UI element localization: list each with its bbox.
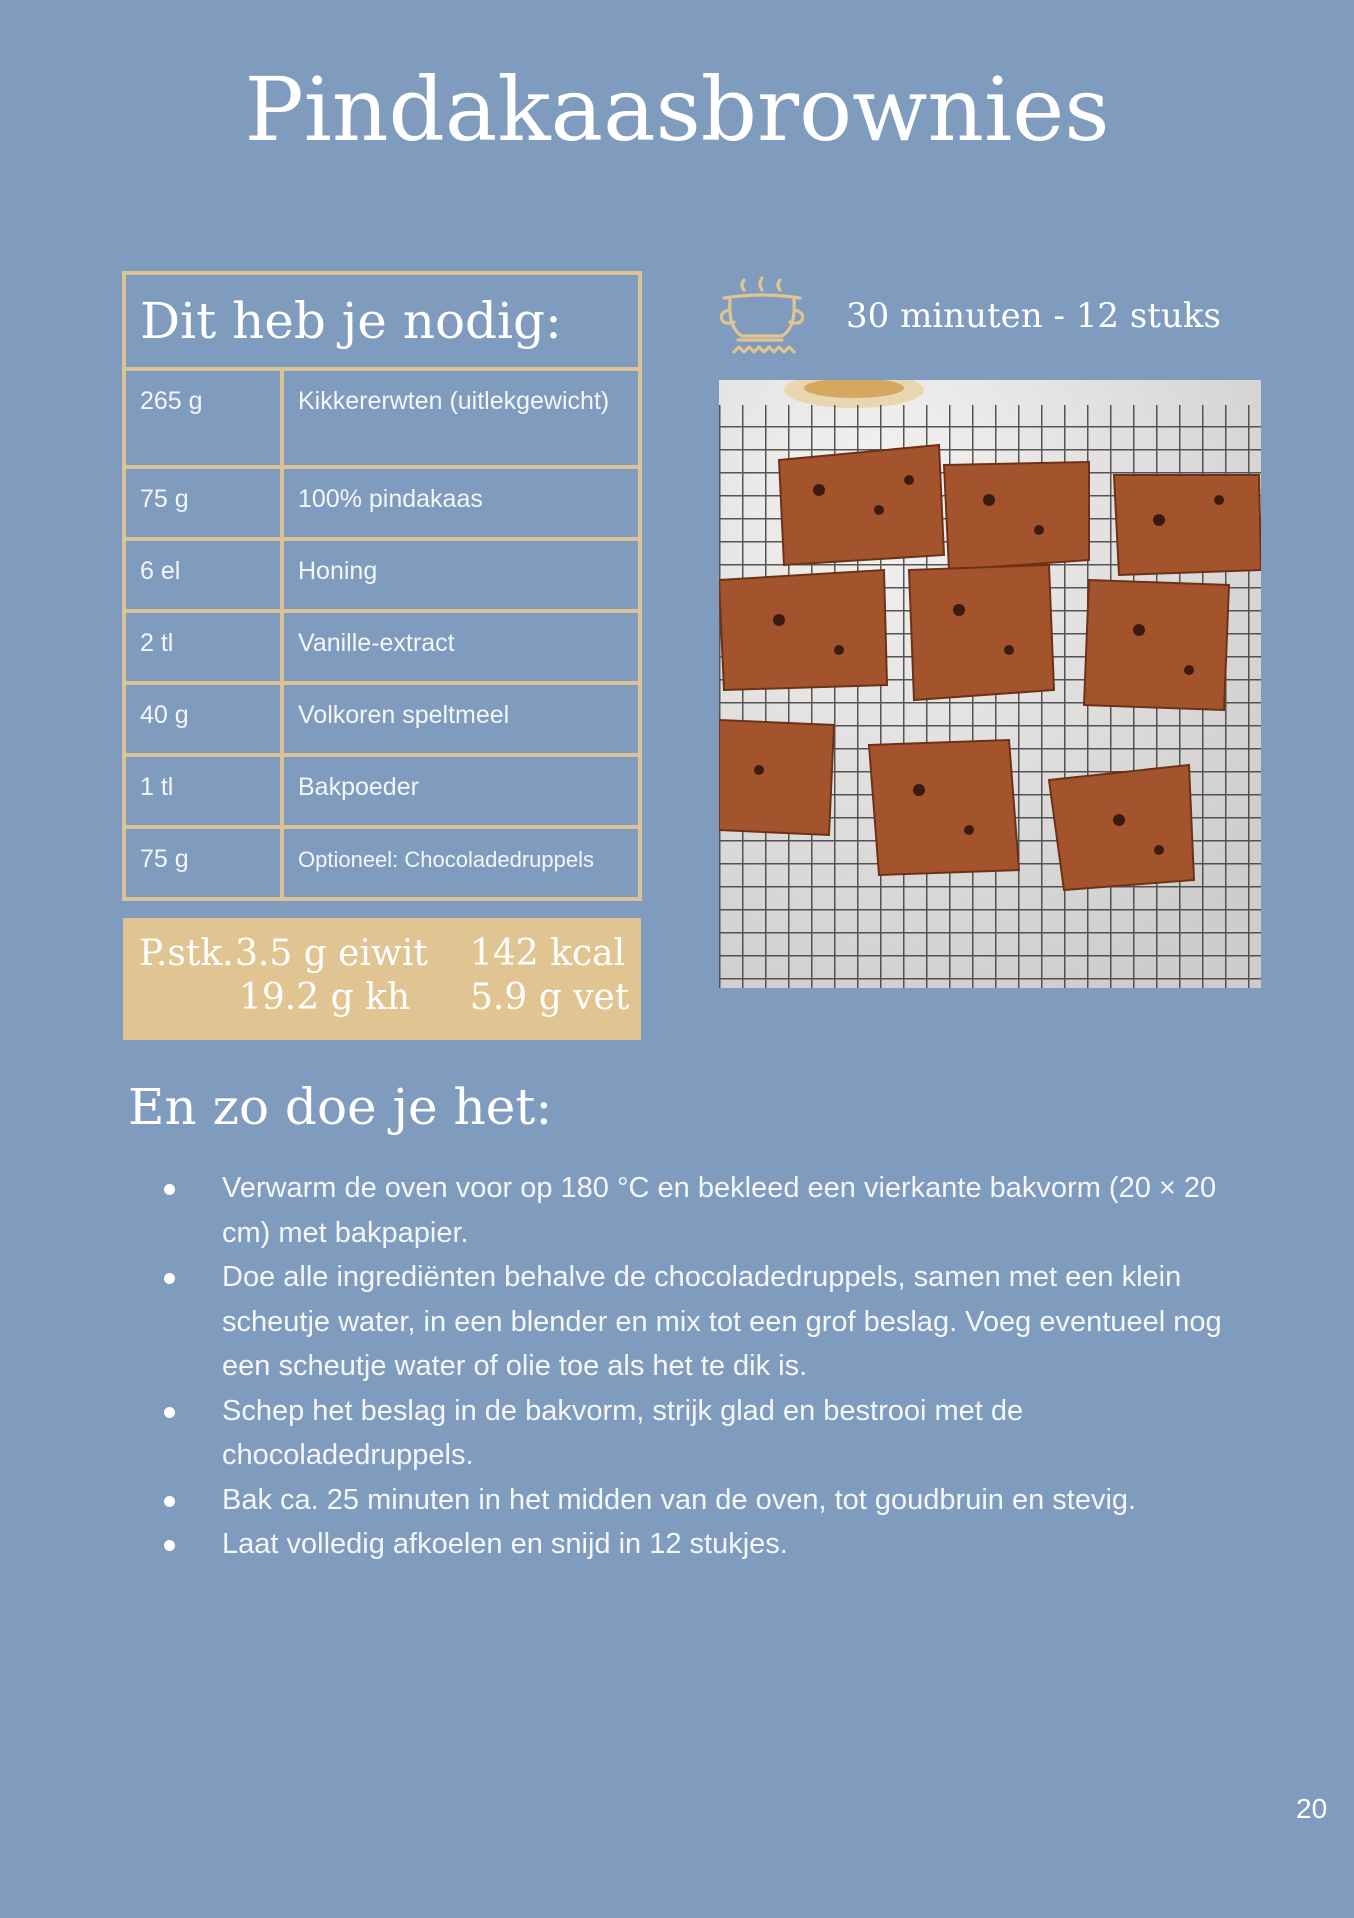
nutrition-box [123, 918, 641, 1040]
instruction-step: Schep het beslag in de bakvorm, strijk glad en bestrooi met de chocoladedruppels. [160, 1389, 1260, 1478]
ingredient-qty: 2 tl [124, 611, 282, 683]
recipe-title: Pindakaasbrownies [244, 58, 1110, 161]
bullet-icon [164, 1273, 175, 1284]
instructions-heading: En zo doe je het: [128, 1078, 553, 1136]
nutrition-protein: 3.5 g eiwit [235, 933, 428, 974]
ingredient-item: 100% pindakaas [282, 467, 640, 539]
ingredient-row [124, 683, 640, 755]
nutrition-fat: 5.9 g vet [470, 977, 630, 1018]
instruction-step: Verwarm de oven voor op 180 °C en bekleed een vierkante bakvorm (20 × 20 cm) met bakpapier. [160, 1166, 1260, 1255]
instruction-step: Laat volledig afkoelen en snijd in 12 stukjes. [160, 1522, 1260, 1567]
ingredient-row [124, 827, 640, 899]
ingredient-item: Optioneel: Chocoladedruppels [282, 827, 640, 899]
ingredient-item: Kikkererwten (uitlekgewicht) [282, 369, 640, 467]
instructions-list [160, 1166, 1260, 1567]
nutrition-kcal: 142 kcal [470, 933, 626, 974]
ingredient-qty: 40 g [124, 683, 282, 755]
bullet-icon [164, 1184, 175, 1195]
ingredient-qty: 75 g [124, 467, 282, 539]
ingredients-table [122, 271, 642, 901]
page-number: 20 [1296, 1793, 1328, 1824]
instruction-step: Bak ca. 25 minuten in het midden van de oven, tot goudbruin en stevig. [160, 1478, 1260, 1523]
ingredient-row [124, 755, 640, 827]
ingredient-item: Honing [282, 539, 640, 611]
instruction-step: Doe alle ingrediënten behalve de chocoladedruppels, samen met een klein scheutje water, in een blender en mix tot een grof beslag. Voeg eventueel nog een scheutje water of olie toe als het te dik is. [160, 1255, 1260, 1389]
bullet-icon [164, 1540, 175, 1551]
ingredient-row [124, 369, 640, 467]
ingredients-heading: Dit heb je nodig: [124, 273, 640, 369]
ingredient-item: Vanille-extract [282, 611, 640, 683]
nutrition-label: P.stk. [139, 933, 234, 974]
ingredient-qty: 265 g [124, 369, 282, 467]
ingredient-item: Volkoren speltmeel [282, 683, 640, 755]
ingredient-row [124, 611, 640, 683]
ingredient-qty: 75 g [124, 827, 282, 899]
brownies-photo [719, 380, 1261, 988]
nutrition-carbs: 19.2 g kh [239, 977, 411, 1018]
cooking-pot-icon [716, 276, 808, 360]
ingredient-item: Bakpoeder [282, 755, 640, 827]
bullet-icon [164, 1407, 175, 1418]
ingredient-qty: 1 tl [124, 755, 282, 827]
ingredient-row [124, 467, 640, 539]
bullet-icon [164, 1496, 175, 1507]
ingredient-row [124, 539, 640, 611]
time-portions-text: 30 minuten - 12 stuks [846, 296, 1221, 336]
ingredient-qty: 6 el [124, 539, 282, 611]
